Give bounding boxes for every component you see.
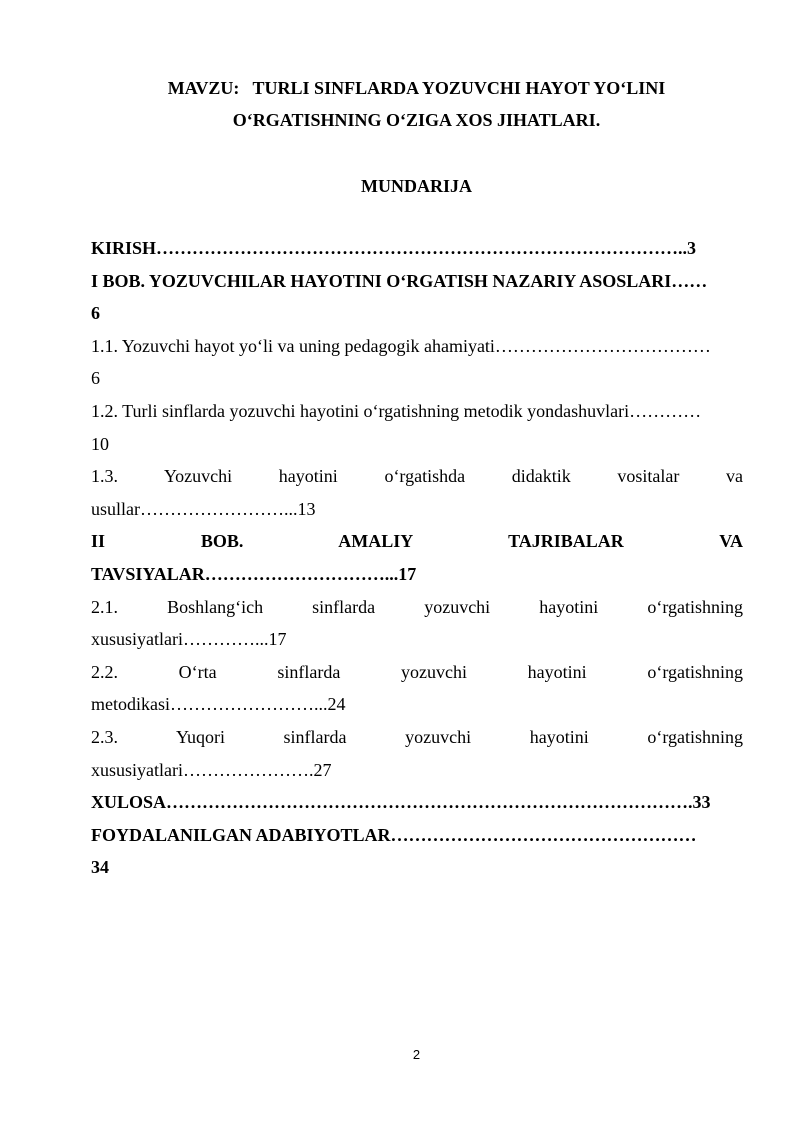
toc-entry-section-1-3: 1.3. Yozuvchi hayotini o‘rgatishda didaktik vositalar va bbox=[91, 466, 743, 487]
topic-title-line-2: O‘RGATISHNING O‘ZIGA XOS JIHATLARI. bbox=[232, 110, 601, 130]
toc-entry-section-2-1: 2.1. Boshlang‘ich sinflarda yozuvchi hayotini o‘rgatishning bbox=[91, 596, 743, 617]
toc-entry-section-1-3-cont: usullar……………………...13 bbox=[91, 498, 316, 519]
toc-entry-section-2-1-cont: xususiyatlari…………...17 bbox=[91, 629, 287, 650]
contents-heading: MUNDARIJA bbox=[361, 176, 472, 196]
toc-entry-references-page: 34 bbox=[91, 857, 109, 878]
toc-entry-section-1-2: 1.2. Turli sinflarda yozuvchi hayotini o‘rgatishning metodik yondashuvlari………… bbox=[91, 400, 702, 421]
toc-entry-section-2-2: 2.2. O‘rta sinflarda yozuvchi hayotini o‘rgatishning bbox=[91, 661, 743, 682]
toc-entry-section-2-3: 2.3. Yuqori sinflarda yozuvchi hayotini o‘rgatishning bbox=[91, 726, 743, 747]
toc-entry-references: FOYDALANILGAN ADABIYOTLAR…………………………………………… bbox=[91, 824, 697, 845]
toc-entry-section-1-2-page: 10 bbox=[91, 433, 109, 454]
toc-entry-chapter-1: I BOB. YOZUVCHILAR HAYOTINI O‘RGATISH NAZARIY ASOSLARI…… bbox=[91, 270, 708, 291]
toc-entry-section-1-1-page: 6 bbox=[91, 368, 100, 389]
toc-entry-kirish: KIRISH……………………………………………………………………………..3 bbox=[91, 238, 697, 258]
toc-entry-chapter-2-cont: TAVSIYALAR…………………………...17 bbox=[91, 563, 417, 584]
topic-title-line-1: MAVZU: TURLI SINFLARDA YOZUVCHI HAYOT YO‘LINI bbox=[167, 78, 666, 98]
toc-entry-xulosa: XULOSA…………………………………………………………………………….33 bbox=[91, 792, 711, 813]
toc-entry-chapter-2: II BOB. AMALIY TAJRIBALAR VA bbox=[91, 531, 743, 552]
toc-entry-section-2-2-cont: metodikasi……………………...24 bbox=[91, 694, 346, 715]
page-number: 2 bbox=[412, 1047, 421, 1062]
toc-entry-chapter-1-page: 6 bbox=[91, 303, 100, 324]
toc-entry-section-1-1: 1.1. Yozuvchi hayot yo‘li va uning pedagogik ahamiyati……………………………… bbox=[91, 335, 711, 356]
toc-entry-section-2-3-cont: xususiyatlari………………….27 bbox=[91, 759, 332, 780]
table-of-contents bbox=[91, 232, 743, 884]
